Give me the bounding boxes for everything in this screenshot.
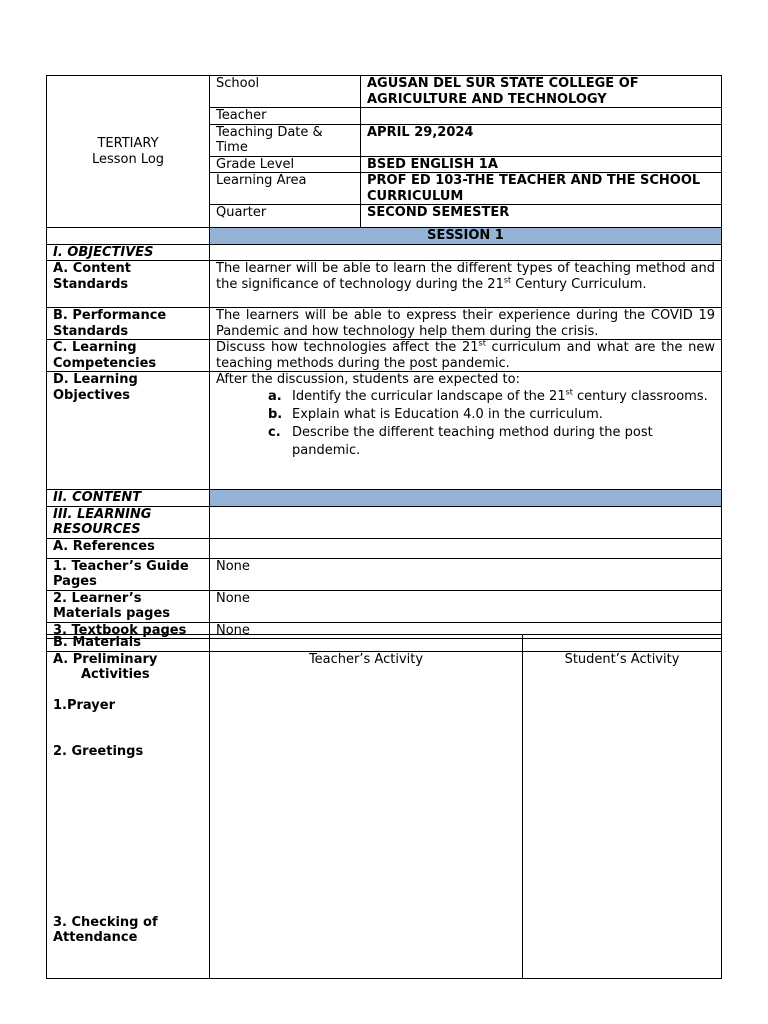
content-shaded-cell <box>210 490 722 507</box>
preliminary-activities-label: A. Preliminary Activities <box>53 651 158 682</box>
learner-materials-label: 2. Learner’s Materials pages <box>47 590 210 622</box>
session-heading: SESSION 1 <box>210 228 722 245</box>
grade-level-value: BSED ENGLISH 1A <box>361 156 722 173</box>
student-activity-column: Student’s Activity <box>523 651 722 978</box>
learner-materials-value: None <box>210 590 722 622</box>
learning-competencies-text: Discuss how technologies affect the 21st curriculum and what are the new teaching methods during the post pandemic. <box>210 340 722 372</box>
grade-level-label: Grade Level <box>210 156 361 173</box>
content-heading: II. CONTENT <box>47 490 210 507</box>
prayer-label: 1.Prayer <box>53 697 115 713</box>
objectives-list <box>216 388 715 460</box>
log-title: Lesson Log <box>91 151 165 167</box>
learning-objectives-intro: After the discussion, students are expected to: <box>216 372 520 387</box>
teacher-value <box>361 108 722 125</box>
school-label: School <box>210 76 361 108</box>
objective-item: a. Identify the curricular landscape of the 21st century classrooms. <box>268 387 708 404</box>
textbook-value: None <box>210 622 722 639</box>
lesson-log-table <box>46 75 722 639</box>
content-standards-text: The learner will be able to learn the different types of teaching method and the significance of technology during the 21st Century Curriculum. <box>210 261 722 308</box>
teacher-activity-column: Teacher’s Activity <box>210 651 523 978</box>
content-standards-label: A. Content Standards <box>47 261 210 308</box>
materials-blank <box>523 635 722 652</box>
learning-area-value: PROF ED 103-THE TEACHER AND THE SCHOOL CURRICULUM <box>361 173 722 205</box>
teaching-date-value: APRIL 29,2024 <box>361 124 722 156</box>
level-title: TERTIARY <box>97 136 159 151</box>
objectives-blank <box>210 244 722 261</box>
references-label: A. References <box>47 538 210 558</box>
materials-label: B. Materials <box>47 635 210 652</box>
teaching-date-label: Teaching Date & Time <box>210 124 361 156</box>
performance-standards-label: B. Performance Standards <box>47 308 210 340</box>
learning-resources-heading: III. LEARNING RESOURCES <box>47 506 210 538</box>
blank-cell <box>47 228 210 245</box>
teacher-guide-value: None <box>210 558 722 590</box>
learning-area-label: Learning Area <box>210 173 361 205</box>
attendance-label: 3. Checking of Attendance <box>53 914 158 945</box>
learning-objectives-label: D. Learning Objectives <box>47 372 210 490</box>
quarter-value: SECOND SEMESTER <box>361 205 722 228</box>
textbook-label: 3. Textbook pages <box>47 622 210 639</box>
objective-item: c. Describe the different teaching method during the post pandemic. <box>268 424 653 458</box>
lesson-log-title-cell <box>47 76 210 228</box>
teacher-guide-label: 1. Teacher’s Guide Pages <box>47 558 210 590</box>
school-value: AGUSAN DEL SUR STATE COLLEGE OF AGRICULTURE AND TECHNOLOGY <box>361 76 722 108</box>
references-blank <box>210 538 722 558</box>
learning-competencies-label: C. Learning Competencies <box>47 340 210 372</box>
preliminary-activities-cell <box>47 651 210 978</box>
materials-blank <box>210 635 523 652</box>
learning-resources-blank <box>210 506 722 538</box>
greetings-label: 2. Greetings <box>53 744 144 759</box>
learning-objectives-cell <box>210 372 722 490</box>
performance-standards-text: The learners will be able to express their experience during the COVID 19 Pandemic and how technology help them during the crisis. <box>210 308 722 340</box>
objective-item: b. Explain what is Education 4.0 in the curriculum. <box>268 406 603 422</box>
objectives-heading: I. OBJECTIVES <box>47 244 210 261</box>
teacher-label: Teacher <box>210 108 361 125</box>
quarter-label: Quarter <box>210 205 361 228</box>
activities-table <box>46 634 722 979</box>
